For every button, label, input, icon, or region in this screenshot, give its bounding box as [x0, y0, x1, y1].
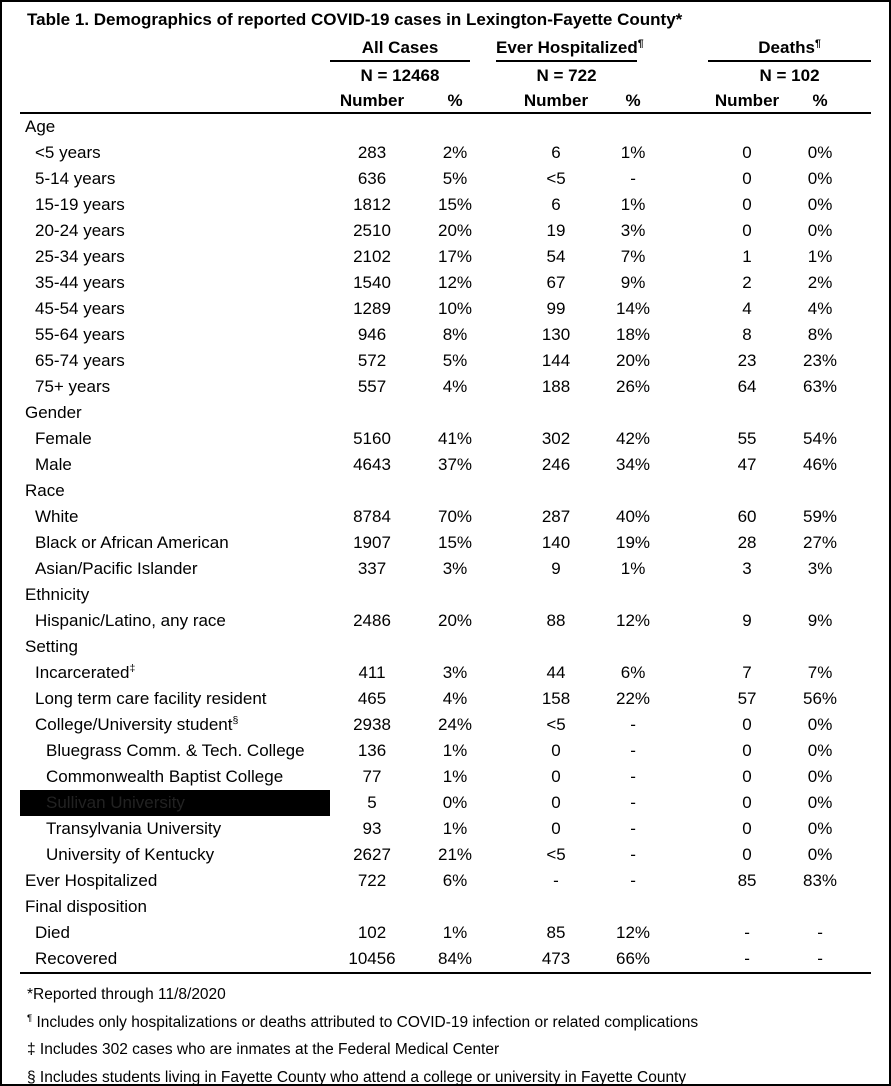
table-cell: 1 [742, 247, 752, 266]
group-sup: ¶ [637, 37, 644, 50]
row-label: White [35, 507, 79, 526]
table-cell: 0% [807, 169, 833, 188]
table-cell: 1% [807, 247, 833, 266]
table-cell: 136 [357, 741, 387, 760]
table-cell: 19 [546, 221, 566, 240]
table-cell: 28 [737, 533, 757, 552]
table-cell: 9% [620, 273, 646, 292]
table-cell: 2627 [353, 845, 391, 864]
table-cell: 66% [616, 949, 651, 968]
row-label: 5-14 years [35, 169, 116, 188]
table-cell: 20% [616, 351, 651, 370]
table-cell: 337 [357, 559, 387, 578]
table-row [20, 530, 871, 556]
table-cell: - [553, 871, 559, 890]
group-header-deaths [664, 36, 871, 62]
col-header-number: Number [330, 88, 414, 113]
table-cell: 1289 [353, 299, 391, 318]
group-sup: ¶ [814, 37, 821, 50]
table-cell: 2% [442, 143, 468, 162]
table-cell [496, 113, 595, 140]
table-cell: 2510 [353, 221, 391, 240]
table-cell: 4643 [353, 455, 391, 474]
table-cell: 1% [620, 195, 646, 214]
table-cell: 1% [442, 923, 468, 942]
footnote-marker: § [232, 714, 239, 727]
table-cell: - [630, 169, 636, 188]
row-label: Age [25, 117, 56, 136]
table-cell: - [630, 871, 636, 890]
table-cell: 3% [442, 663, 468, 682]
table-cell: 23 [737, 351, 757, 370]
table-cell: 84% [437, 949, 473, 968]
table-cell: 473 [541, 949, 571, 968]
table-title: Table 1. Demographics of reported COVID-19 cases in Lexington-Fayette County* [27, 10, 683, 29]
table-cell: 7% [807, 663, 833, 682]
table-cell: - [630, 845, 636, 864]
table-row [20, 738, 871, 764]
table-cell: 8% [442, 325, 468, 344]
table-cell: 17% [437, 247, 473, 266]
table-cell: 2938 [353, 715, 391, 734]
table-cell: 0 [742, 793, 752, 812]
table-row [20, 296, 871, 322]
table-cell: 20% [437, 611, 473, 630]
table-row [20, 816, 871, 842]
row-label: 20-24 years [35, 221, 125, 240]
col-header-number: Number [664, 88, 784, 113]
table-cell: 93 [362, 819, 382, 838]
row-label: Race [25, 481, 65, 500]
table-cell: 57 [737, 689, 757, 708]
table-cell: 85 [737, 871, 757, 890]
table-cell: 27% [803, 533, 838, 552]
table-cell [664, 400, 784, 426]
table-cell: 0% [807, 793, 833, 812]
table-cell: 1% [620, 559, 646, 578]
table-cell [496, 582, 595, 608]
table-cell: 26% [616, 377, 651, 396]
table-cell: 1812 [353, 195, 391, 214]
spacer-cell [20, 62, 330, 88]
table-cell [496, 478, 595, 504]
row-label: Long term care facility resident [35, 689, 267, 708]
table-cell: 2102 [353, 247, 391, 266]
n-row [20, 62, 871, 88]
table-cell [330, 634, 414, 660]
col-header-percent: % [784, 88, 871, 113]
table-cell: 37% [437, 455, 473, 474]
table-cell: 3% [620, 221, 646, 240]
row-label: Died [35, 923, 70, 942]
row-label: Male [35, 455, 72, 474]
col-header-percent: % [414, 88, 496, 113]
table-cell: 59% [803, 507, 838, 526]
row-label: Setting [25, 637, 78, 656]
table-cell: 557 [357, 377, 387, 396]
table-cell: 0 [742, 741, 752, 760]
table-cell: 0 [742, 819, 752, 838]
redaction-highlight: Sullivan University [20, 790, 330, 816]
table-cell: 8% [807, 325, 833, 344]
table-cell: 946 [357, 325, 387, 344]
table-cell: 23% [803, 351, 838, 370]
table-cell: - [630, 715, 636, 734]
table-cell [496, 400, 595, 426]
table-cell: 55 [737, 429, 757, 448]
table-cell [330, 400, 414, 426]
table-cell: 7 [742, 663, 752, 682]
table-cell: 4% [442, 377, 468, 396]
table-cell: 4% [442, 689, 468, 708]
table-cell: 102 [357, 923, 387, 942]
table-cell: 41% [437, 429, 473, 448]
row-label: 75+ years [35, 377, 111, 396]
row-label: Ethnicity [25, 585, 90, 604]
table-cell: 6% [442, 871, 468, 890]
table-cell: 0 [742, 221, 752, 240]
table-row [20, 868, 871, 894]
table-cell: 2% [807, 273, 833, 292]
row-label: <5 years [35, 143, 101, 162]
table-cell [595, 582, 664, 608]
table-row [20, 842, 871, 868]
table-cell: 1% [442, 819, 468, 838]
row-label: Commonwealth Baptist College [46, 767, 284, 786]
table-row [20, 400, 871, 426]
table-cell [595, 113, 664, 140]
table-cell: 54% [803, 429, 838, 448]
table-cell: 15% [437, 195, 473, 214]
table-cell: - [817, 949, 823, 968]
table-cell: 636 [357, 169, 387, 188]
footnote: ‡ Includes 302 cases who are inmates at the Federal Medical Center [27, 1041, 500, 1058]
table-cell: 1% [442, 767, 468, 786]
table-cell: - [630, 819, 636, 838]
n-deaths: N = 102 [759, 66, 820, 85]
table-cell: 44 [546, 663, 566, 682]
table-cell: 60 [737, 507, 757, 526]
table-cell [784, 400, 871, 426]
table-cell: 6% [620, 663, 646, 682]
table-row [20, 608, 871, 634]
row-label: University of Kentucky [46, 845, 215, 864]
table-cell: 130 [541, 325, 571, 344]
table-cell [784, 478, 871, 504]
row-label: College/University student§ [35, 714, 239, 734]
table-cell: 0 [742, 169, 752, 188]
table-cell [414, 634, 496, 660]
table-row [20, 764, 871, 790]
table-cell: 0% [807, 819, 833, 838]
row-label: Asian/Pacific Islander [35, 559, 198, 578]
table-row [20, 582, 871, 608]
table-cell [414, 400, 496, 426]
col-header-percent: % [595, 88, 664, 113]
table-cell: 9 [742, 611, 752, 630]
table-cell: 15% [437, 533, 473, 552]
group-label: All Cases [361, 38, 439, 57]
table-cell: - [630, 767, 636, 786]
table-cell: 6 [551, 143, 561, 162]
table-cell: 8784 [353, 507, 391, 526]
table-cell: <5 [546, 715, 566, 734]
table-cell [330, 582, 414, 608]
table-cell: 3% [442, 559, 468, 578]
row-label: Incarcerated‡ [35, 662, 136, 682]
table-cell: 9% [807, 611, 833, 630]
table-cell: 22% [616, 689, 651, 708]
table-cell: 0 [742, 845, 752, 864]
table-cell: 4% [807, 299, 833, 318]
group-label: Ever Hospitalized [496, 38, 638, 57]
row-label: 25-34 years [35, 247, 125, 266]
spacer-cell [20, 88, 330, 113]
table-cell [784, 113, 871, 140]
table-cell [330, 894, 414, 920]
table-cell: 67 [546, 273, 566, 292]
row-label: 55-64 years [35, 325, 125, 344]
table-cell: 1% [442, 741, 468, 760]
table-cell: 0 [551, 767, 561, 786]
footnote-marker: ‡ [129, 662, 136, 675]
table-cell: 0% [807, 143, 833, 162]
table-row [20, 426, 871, 452]
table-row [20, 374, 871, 400]
table-cell: 63% [803, 377, 838, 396]
table-cell [664, 113, 784, 140]
table-cell: 14% [616, 299, 651, 318]
n-all-cases: N = 12468 [360, 66, 440, 85]
table-cell [595, 894, 664, 920]
table-cell: 8 [742, 325, 752, 344]
table-cell: <5 [546, 845, 566, 864]
table-cell: 6 [551, 195, 561, 214]
table-cell: 2 [742, 273, 752, 292]
table-cell [330, 478, 414, 504]
table-cell: 10456 [348, 949, 396, 968]
table-row [20, 140, 871, 166]
spacer-cell [20, 36, 330, 62]
table-cell [595, 634, 664, 660]
row-label: Gender [25, 403, 82, 422]
table-cell: 0% [807, 221, 833, 240]
table-cell: 0 [551, 793, 561, 812]
table-cell [784, 634, 871, 660]
table-row [20, 478, 871, 504]
table-row [20, 192, 871, 218]
table-cell: 1907 [353, 533, 391, 552]
table-cell: 12% [437, 273, 473, 292]
table-cell: 411 [358, 663, 386, 682]
table-cell: 19% [616, 533, 651, 552]
table-row [20, 452, 871, 478]
footnote: ¶ Includes only hospitalizations or deaths attributed to COVID-19 infection or related complications [27, 1012, 699, 1031]
table-row [20, 244, 871, 270]
table-cell: 5% [442, 351, 468, 370]
table-cell: 88 [546, 611, 566, 630]
table-cell: 3% [807, 559, 833, 578]
table-cell [414, 113, 496, 140]
table-cell: 4 [742, 299, 752, 318]
table-cell: 0% [807, 767, 833, 786]
table-row [20, 504, 871, 530]
table-row [20, 946, 871, 973]
table-cell: 283 [357, 143, 387, 162]
table-cell: 34% [616, 455, 651, 474]
subheader-row [20, 88, 871, 113]
table-cell: 0% [807, 845, 833, 864]
table-cell: 246 [541, 455, 571, 474]
row-label: 45-54 years [35, 299, 125, 318]
demographics-table [20, 36, 871, 974]
row-label: Hispanic/Latino, any race [35, 611, 226, 630]
table-cell: 0 [742, 195, 752, 214]
footnote-marker: ¶ [27, 1012, 33, 1024]
table-cell [414, 582, 496, 608]
table-cell [784, 582, 871, 608]
row-label: Black or African American [35, 533, 229, 552]
n-ever-hospitalized: N = 722 [536, 66, 597, 85]
footnote: *Reported through 11/8/2020 [27, 986, 226, 1003]
row-label: 15-19 years [35, 195, 125, 214]
table-cell: 140 [541, 533, 571, 552]
table-cell: 0 [551, 741, 561, 760]
group-label: Deaths [758, 38, 815, 57]
table-cell: - [630, 741, 636, 760]
table-cell: <5 [546, 169, 566, 188]
table-row [20, 218, 871, 244]
table-cell: 40% [616, 507, 651, 526]
table-cell: 188 [541, 377, 571, 396]
table-cell [496, 894, 595, 920]
table-row [20, 270, 871, 296]
table-row [20, 322, 871, 348]
table-cell: - [744, 949, 750, 968]
group-header-ever-hospitalized [496, 36, 664, 62]
table-row [20, 348, 871, 374]
table-cell: 9 [551, 559, 561, 578]
table-cell: 0% [807, 195, 833, 214]
table-row [20, 894, 871, 920]
table-cell: 20% [437, 221, 473, 240]
row-label: Transylvania University [46, 819, 222, 838]
table-cell: 0 [742, 715, 752, 734]
table-cell: - [817, 923, 823, 942]
table-cell [664, 582, 784, 608]
table-cell: 5% [442, 169, 468, 188]
table-cell: 99 [546, 299, 566, 318]
table-cell: 144 [541, 351, 571, 370]
table-cell: 302 [541, 429, 571, 448]
footnote: § Includes students living in Fayette County who attend a college or university in Fayette County [27, 1068, 687, 1086]
col-header-number: Number [496, 88, 595, 113]
table-cell: 1540 [353, 273, 391, 292]
row-label: 65-74 years [35, 351, 125, 370]
table-cell [595, 400, 664, 426]
table-cell: 64 [737, 377, 757, 396]
table-cell: 0 [551, 819, 561, 838]
table-cell [664, 634, 784, 660]
table-cell: 54 [546, 247, 566, 266]
table-cell: 1% [620, 143, 646, 162]
row-label: 35-44 years [35, 273, 125, 292]
table-cell [414, 478, 496, 504]
table-cell [330, 113, 414, 140]
table-cell: 12% [616, 611, 651, 630]
table-cell: 722 [357, 871, 387, 890]
table-cell: 0 [742, 767, 752, 786]
table-cell [664, 894, 784, 920]
table-cell: 56% [803, 689, 838, 708]
table-row [20, 660, 871, 686]
row-label-redacted [20, 790, 330, 816]
table-cell: 0 [742, 143, 752, 162]
table-cell: - [630, 793, 636, 812]
table-cell: 287 [541, 507, 571, 526]
table-cell: 46% [803, 455, 838, 474]
row-label: Ever Hospitalized [25, 871, 158, 890]
table-cell: 5 [367, 793, 377, 812]
table-cell: 24% [437, 715, 473, 734]
table-cell [784, 894, 871, 920]
table-cell [414, 894, 496, 920]
table-cell: 3 [742, 559, 752, 578]
table-cell: 465 [357, 689, 387, 708]
table-cell [664, 478, 784, 504]
table-row [20, 920, 871, 946]
table-cell: 42% [616, 429, 651, 448]
table-row [20, 634, 871, 660]
row-label: Final disposition [25, 897, 147, 916]
table-cell: 0% [442, 793, 468, 812]
table-cell: - [744, 923, 750, 942]
table-cell: 572 [357, 351, 387, 370]
table-cell: 70% [437, 507, 473, 526]
table-row [20, 113, 871, 140]
table-cell: 10% [437, 299, 473, 318]
table-cell: 0% [807, 741, 833, 760]
table-row [20, 686, 871, 712]
row-label: Bluegrass Comm. & Tech. College [46, 741, 305, 760]
table-cell: 7% [620, 247, 646, 266]
table-cell: 158 [541, 689, 571, 708]
table-cell [595, 478, 664, 504]
table-cell: 5160 [353, 429, 391, 448]
table-row [20, 712, 871, 738]
table-cell: 2486 [353, 611, 391, 630]
table-row [20, 166, 871, 192]
group-header-all-cases [330, 36, 496, 62]
row-label: Female [35, 429, 92, 448]
table-cell [496, 634, 595, 660]
row-label: Recovered [35, 949, 118, 968]
table-cell: 85 [546, 923, 566, 942]
table-row [20, 790, 871, 816]
table-cell: 77 [362, 767, 382, 786]
table-cell: 47 [737, 455, 757, 474]
table-cell: 0% [807, 715, 833, 734]
table-cell: 18% [616, 325, 651, 344]
table-cell: 83% [803, 871, 838, 890]
footnotes [2, 974, 889, 1086]
column-group-row [20, 36, 871, 62]
table-row [20, 556, 871, 582]
table-cell: 12% [616, 923, 651, 942]
table-cell: 21% [437, 845, 473, 864]
